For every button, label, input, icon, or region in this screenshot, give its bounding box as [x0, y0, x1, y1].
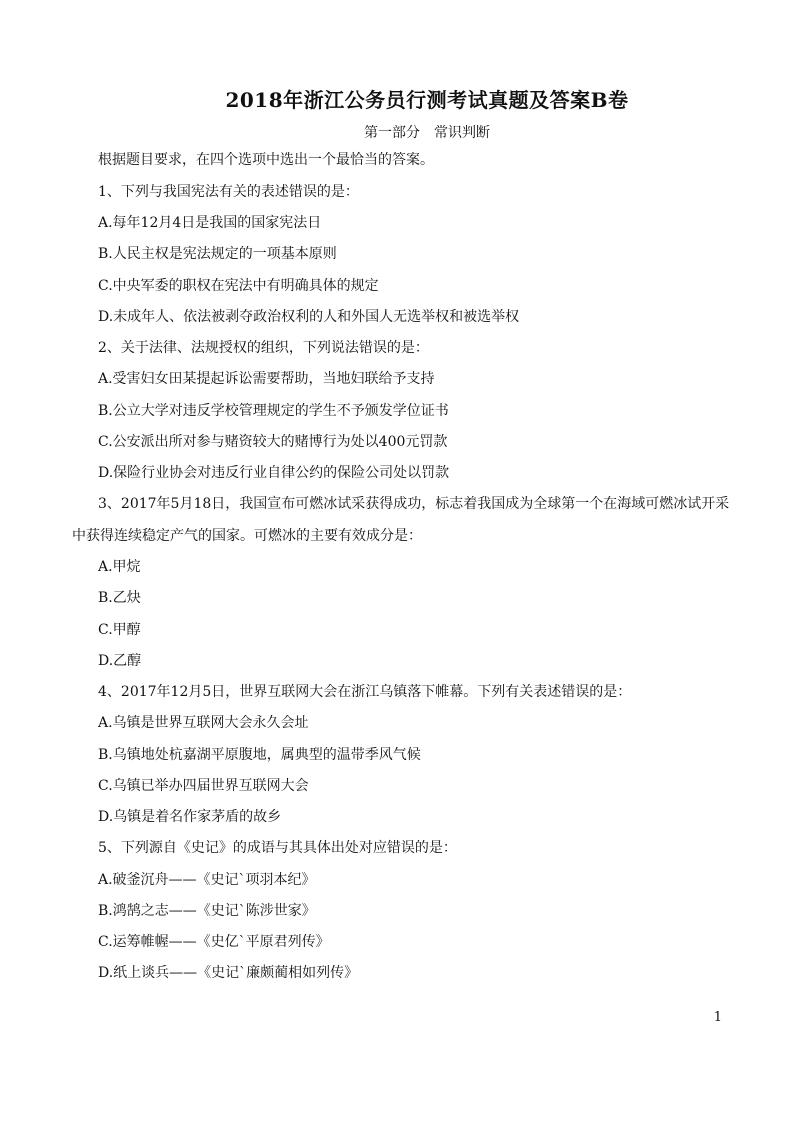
question-1-option-c: C.中央军委的职权在宪法中有明确具体的规定: [98, 278, 379, 294]
section-heading: 第一部分 常识判断: [364, 125, 490, 141]
question-4-stem: 4、2017年12月5日，世界互联网大会在浙江乌镇落下帷幕。下列有关表述错误的是：: [98, 684, 632, 700]
question-3-stem-line-1: 3、2017年5月18日，我国宣布可燃冰试采获得成功，标志着我国成为全球第一个在海域可燃冰试开采: [98, 496, 730, 512]
question-3-option-b: B.乙炔: [98, 590, 141, 606]
question-1-stem: 1、下列与我国宪法有关的表述错误的是：: [98, 184, 359, 200]
question-5-option-d: D.纸上谈兵——《史记`廉颇蔺相如列传》: [98, 965, 359, 981]
question-5-stem: 5、下列源自《史记》的成语与其具体出处对应错误的是：: [98, 840, 457, 856]
question-4-option-b: B.乌镇地处杭嘉湖平原腹地，属典型的温带季风气候: [98, 747, 421, 763]
question-1-option-d: D.未成年人、依法被剥夺政治权利的人和外国人无选举权和被选举权: [98, 309, 520, 325]
question-3-stem-line-2: 中获得连续稳定产气的国家。可燃冰的主要有效成分是：: [72, 528, 422, 544]
question-5-option-c: C.运筹帷幄——《史亿`平原君列传》: [98, 934, 330, 950]
question-3-option-d: D.乙醇: [98, 653, 142, 669]
question-5-option-b: B.鸿鹄之志——《史记`陈涉世家》: [98, 903, 316, 919]
question-2-option-d: D.保险行业协会对违反行业自律公约的保险公司处以罚款: [98, 465, 450, 481]
question-2-stem: 2、关于法律、法规授权的组织，下列说法错误的是：: [98, 340, 429, 356]
question-1-option-a: A.每年12月4日是我国的国家宪法日: [98, 215, 322, 231]
question-3-option-a: A.甲烷: [98, 559, 141, 575]
question-2-option-a: A.受害妇女田某提起诉讼需要帮助，当地妇联给予支持: [98, 371, 435, 387]
question-2-option-b: B.公立大学对违反学校管理规定的学生不予颁发学位证书: [98, 403, 449, 419]
question-5-option-a: A.破釜沉舟——《史记`项羽本纪》: [98, 872, 316, 888]
question-2-option-c: C.公安派出所对参与赌资较大的赌博行为处以400元罚款: [98, 434, 448, 450]
page-title: 2018年浙江公务员行测考试真题及答案B卷: [225, 88, 629, 112]
question-4-option-d: D.乌镇是着名作家茅盾的故乡: [98, 809, 282, 825]
page-number: 1: [713, 1010, 722, 1025]
question-1-option-b: B.人民主权是宪法规定的一项基本原则: [98, 246, 337, 262]
instruction-text: 根据题目要求，在四个选项中选出一个最恰当的答案。: [98, 152, 434, 168]
question-4-option-a: A.乌镇是世界互联网大会永久会址: [98, 715, 309, 731]
question-3-option-c: C.甲醇: [98, 622, 141, 638]
question-4-option-c: C.乌镇已举办四届世界互联网大会: [98, 778, 309, 794]
